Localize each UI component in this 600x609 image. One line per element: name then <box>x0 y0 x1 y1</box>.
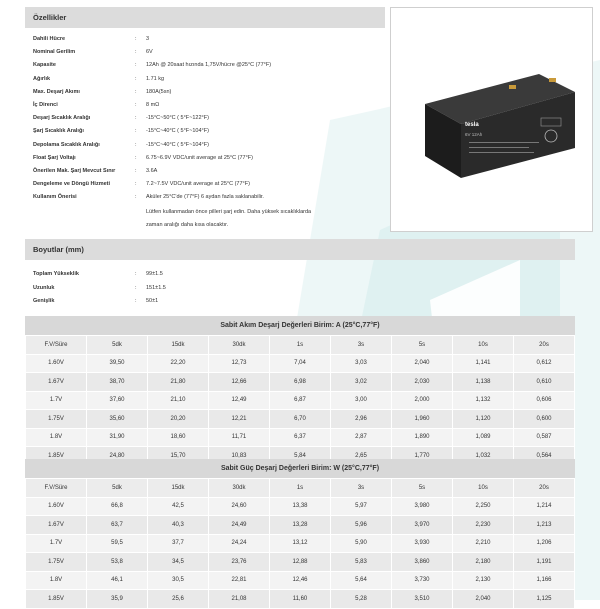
column-header: F.V/Süre <box>26 479 87 498</box>
spec-value: 1.71 kg <box>146 75 165 82</box>
value-cell: 6,87 <box>270 391 331 410</box>
value-cell: 5,83 <box>331 553 392 572</box>
value-cell: 5,97 <box>331 497 392 516</box>
value-cell: 18,60 <box>148 428 209 447</box>
column-header: 20s <box>514 479 575 498</box>
column-header: 20s <box>514 336 575 355</box>
value-cell: 12,73 <box>209 354 270 373</box>
voltage-cell: 1.7V <box>26 534 87 553</box>
value-cell: 3,980 <box>392 497 453 516</box>
column-header: 30dk <box>209 336 270 355</box>
value-cell: 2,96 <box>331 410 392 429</box>
value-cell: 5,96 <box>331 516 392 535</box>
spec-colon: : <box>135 102 137 108</box>
spec-value: -15°C~40°C ( 5°F~104°F) <box>146 128 209 135</box>
value-cell: 1,191 <box>514 553 575 572</box>
value-cell: 13,12 <box>270 534 331 553</box>
spec-value: 3.6A <box>146 168 158 174</box>
constant-power-title: Sabit Güç Deşarj Değerleri Birim: W (25°C,77°F) <box>25 459 575 478</box>
value-cell: 1,890 <box>392 428 453 447</box>
spec-label: Depolama Sıcaklık Aralığı <box>33 141 100 148</box>
value-cell: 38,70 <box>87 373 148 392</box>
value-cell: 23,76 <box>209 553 270 572</box>
value-cell: 2,87 <box>331 428 392 447</box>
spec-label: Kullanım Önerisi <box>33 194 77 201</box>
voltage-cell: 1.67V <box>26 516 87 535</box>
value-cell: 10,83 <box>209 447 270 466</box>
table-row <box>26 410 575 429</box>
dim-value: 151±1.5 <box>146 284 166 291</box>
value-cell: 3,970 <box>392 516 453 535</box>
value-cell: 12,21 <box>209 410 270 429</box>
value-cell: 30,5 <box>148 571 209 590</box>
value-cell: 3,00 <box>331 391 392 410</box>
spec-label: Kapasite <box>33 62 56 69</box>
column-header: 1s <box>270 336 331 355</box>
spec-value: 6V <box>146 49 153 56</box>
spec-colon: : <box>135 168 137 174</box>
value-cell: 1,214 <box>514 497 575 516</box>
spec-label: Dengeleme ve Döngü Hizmeti <box>33 181 111 188</box>
table-row <box>26 553 575 572</box>
value-cell: 2,250 <box>453 497 514 516</box>
value-cell: 39,50 <box>87 354 148 373</box>
table-row <box>26 497 575 516</box>
spec-value: 12Ah @ 20saat hızında 1,75V/hücre @25°C (77°F) <box>146 62 272 69</box>
spec-colon: : <box>135 128 137 135</box>
voltage-cell: 1.75V <box>26 410 87 429</box>
constant-current-table <box>25 316 575 466</box>
value-cell: 34,5 <box>148 553 209 572</box>
value-cell: 35,60 <box>87 410 148 429</box>
voltage-cell: 1.7V <box>26 391 87 410</box>
value-cell: 24,49 <box>209 516 270 535</box>
value-cell: 12,88 <box>270 553 331 572</box>
value-cell: 2,000 <box>392 391 453 410</box>
value-cell: 5,28 <box>331 590 392 609</box>
value-cell: 25,6 <box>148 590 209 609</box>
battery-brand-text: tesla <box>465 122 479 128</box>
value-cell: 12,66 <box>209 373 270 392</box>
dim-label: Uzunluk <box>33 284 55 291</box>
value-cell: 24,24 <box>209 534 270 553</box>
value-cell: 1,206 <box>514 534 575 553</box>
value-cell: 5,90 <box>331 534 392 553</box>
value-cell: 31,90 <box>87 428 148 447</box>
value-cell: 1,213 <box>514 516 575 535</box>
value-cell: 3,730 <box>392 571 453 590</box>
value-cell: 0,612 <box>514 354 575 373</box>
value-cell: 53,8 <box>87 553 148 572</box>
value-cell: 0,600 <box>514 410 575 429</box>
spec-colon: : <box>135 194 137 201</box>
spec-colon: : <box>135 75 137 82</box>
voltage-cell: 1.60V <box>26 497 87 516</box>
column-header: 5dk <box>87 336 148 355</box>
value-cell: 3,03 <box>331 354 392 373</box>
value-cell: 1,141 <box>453 354 514 373</box>
spec-colon: : <box>135 141 137 148</box>
value-cell: 24,80 <box>87 447 148 466</box>
value-cell: 7,04 <box>270 354 331 373</box>
value-cell: 2,030 <box>392 373 453 392</box>
value-cell: 24,60 <box>209 497 270 516</box>
table-row <box>26 373 575 392</box>
product-photo <box>390 7 593 232</box>
value-cell: 2,130 <box>453 571 514 590</box>
voltage-cell: 1.60V <box>26 354 87 373</box>
value-cell: 12,49 <box>209 391 270 410</box>
value-cell: 1,089 <box>453 428 514 447</box>
value-cell: 20,20 <box>148 410 209 429</box>
table-row <box>26 354 575 373</box>
spec-label: Float Şarj Voltajı <box>33 154 76 161</box>
table-row <box>26 428 575 447</box>
value-cell: 40,3 <box>148 516 209 535</box>
value-cell: 3,510 <box>392 590 453 609</box>
table-row <box>26 590 575 609</box>
value-cell: 3,860 <box>392 553 453 572</box>
table-row <box>26 391 575 410</box>
value-cell: 2,65 <box>331 447 392 466</box>
spec-colon: : <box>135 181 137 188</box>
value-cell: 21,80 <box>148 373 209 392</box>
value-cell: 46,1 <box>87 571 148 590</box>
value-cell: 37,7 <box>148 534 209 553</box>
constant-current-title: Sabit Akım Deşarj Değerleri Birim: A (25°C,77°F) <box>25 316 575 335</box>
value-cell: 2,210 <box>453 534 514 553</box>
dim-colon: : <box>135 298 137 304</box>
value-cell: 6,37 <box>270 428 331 447</box>
value-cell: 22,81 <box>209 571 270 590</box>
spec-label: Deşarj Sıcaklık Aralığı <box>33 115 91 122</box>
dim-colon: : <box>135 284 137 291</box>
spec-colon: : <box>135 36 137 42</box>
value-cell: 66,8 <box>87 497 148 516</box>
value-cell: 13,38 <box>270 497 331 516</box>
spec-value: 7.2~7.5V VDC/unit average at 25°C (77°F) <box>146 181 250 188</box>
specs-header: Özellikler <box>25 7 385 28</box>
constant-power-table <box>25 459 575 609</box>
spec-label: Max. Deşarj Akımı <box>33 88 80 95</box>
value-cell: 1,166 <box>514 571 575 590</box>
dim-value: 99±1.5 <box>146 271 163 277</box>
spec-value: Aküler 25°C'de (77°F) 6 aydan fazla saklanabilir. <box>146 194 264 201</box>
value-cell: 1,138 <box>453 373 514 392</box>
value-cell: 13,28 <box>270 516 331 535</box>
spec-label: Nominal Gerilim <box>33 49 76 56</box>
spec-label: Ağırlık <box>33 75 51 82</box>
value-cell: 35,9 <box>87 590 148 609</box>
column-header: 3s <box>331 479 392 498</box>
value-cell: 63,7 <box>87 516 148 535</box>
column-header: 15dk <box>148 479 209 498</box>
value-cell: 42,5 <box>148 497 209 516</box>
voltage-cell: 1.8V <box>26 571 87 590</box>
value-cell: 5,64 <box>331 571 392 590</box>
dims-header: Boyutlar (mm) <box>25 239 575 260</box>
table-row <box>26 571 575 590</box>
value-cell: 2,180 <box>453 553 514 572</box>
column-header: 15dk <box>148 336 209 355</box>
table-row <box>26 516 575 535</box>
value-cell: 0,606 <box>514 391 575 410</box>
value-cell: 59,5 <box>87 534 148 553</box>
value-cell: 22,20 <box>148 354 209 373</box>
spec-label: Şarj Sıcaklık Aralığı <box>33 128 84 135</box>
spec-value: 180A(5sn) <box>146 88 172 95</box>
spec-label: Dahili Hücre <box>33 36 66 42</box>
voltage-cell: 1.75V <box>26 553 87 572</box>
spec-value: -15°C~40°C ( 5°F~104°F) <box>146 141 209 148</box>
dim-label: Genişlik <box>33 298 55 304</box>
value-cell: 21,08 <box>209 590 270 609</box>
column-header: 1s <box>270 479 331 498</box>
spec-colon: : <box>135 154 137 161</box>
value-cell: 11,60 <box>270 590 331 609</box>
value-cell: 3,930 <box>392 534 453 553</box>
value-cell: 37,60 <box>87 391 148 410</box>
spec-colon: : <box>135 49 137 56</box>
dim-value: 50±1 <box>146 298 159 304</box>
column-header: 3s <box>331 336 392 355</box>
value-cell: 0,564 <box>514 447 575 466</box>
spec-value: 6.75~6.9V VDC/unit average at 25°C (77°F) <box>146 154 253 161</box>
battery-image <box>391 8 592 231</box>
value-cell: 1,120 <box>453 410 514 429</box>
value-cell: 1,770 <box>392 447 453 466</box>
spec-value: 8 mΩ <box>146 102 160 108</box>
value-cell: 2,230 <box>453 516 514 535</box>
value-cell: 5,84 <box>270 447 331 466</box>
value-cell: 1,032 <box>453 447 514 466</box>
column-header: 5dk <box>87 479 148 498</box>
column-header: 5s <box>392 336 453 355</box>
value-cell: 21,10 <box>148 391 209 410</box>
battery-model-text: 6V 12Ah <box>465 132 483 137</box>
dim-label: Toplam Yükseklik <box>33 271 79 277</box>
value-cell: 3,02 <box>331 373 392 392</box>
spec-value: 3 <box>146 36 150 42</box>
spec-colon: : <box>135 115 137 122</box>
value-cell: 6,98 <box>270 373 331 392</box>
column-header: 5s <box>392 479 453 498</box>
value-cell: 6,70 <box>270 410 331 429</box>
voltage-cell: 1.67V <box>26 373 87 392</box>
voltage-cell: 1.8V <box>26 428 87 447</box>
value-cell: 1,132 <box>453 391 514 410</box>
voltage-cell: 1.85V <box>26 590 87 609</box>
value-cell: 0,587 <box>514 428 575 447</box>
spec-colon: : <box>135 88 137 95</box>
column-header: F.V/Süre <box>26 336 87 355</box>
spec-label: Önerilen Mak. Şarj Mevcut Sınır <box>33 168 116 174</box>
value-cell: 12,46 <box>270 571 331 590</box>
voltage-cell: 1.85V <box>26 447 87 466</box>
spec-value: -15°C~50°C ( 5°F~122°F) <box>146 115 209 122</box>
column-header: 10s <box>453 336 514 355</box>
column-header: 10s <box>453 479 514 498</box>
table-row <box>26 534 575 553</box>
spec-colon: : <box>135 62 137 69</box>
column-header: 30dk <box>209 479 270 498</box>
spec-label: İç Direnci <box>33 102 58 108</box>
value-cell: 0,610 <box>514 373 575 392</box>
value-cell: 2,040 <box>453 590 514 609</box>
value-cell: 15,70 <box>148 447 209 466</box>
value-cell: 1,125 <box>514 590 575 609</box>
value-cell: 2,040 <box>392 354 453 373</box>
value-cell: 1,960 <box>392 410 453 429</box>
value-cell: 11,71 <box>209 428 270 447</box>
dim-colon: : <box>135 271 137 277</box>
